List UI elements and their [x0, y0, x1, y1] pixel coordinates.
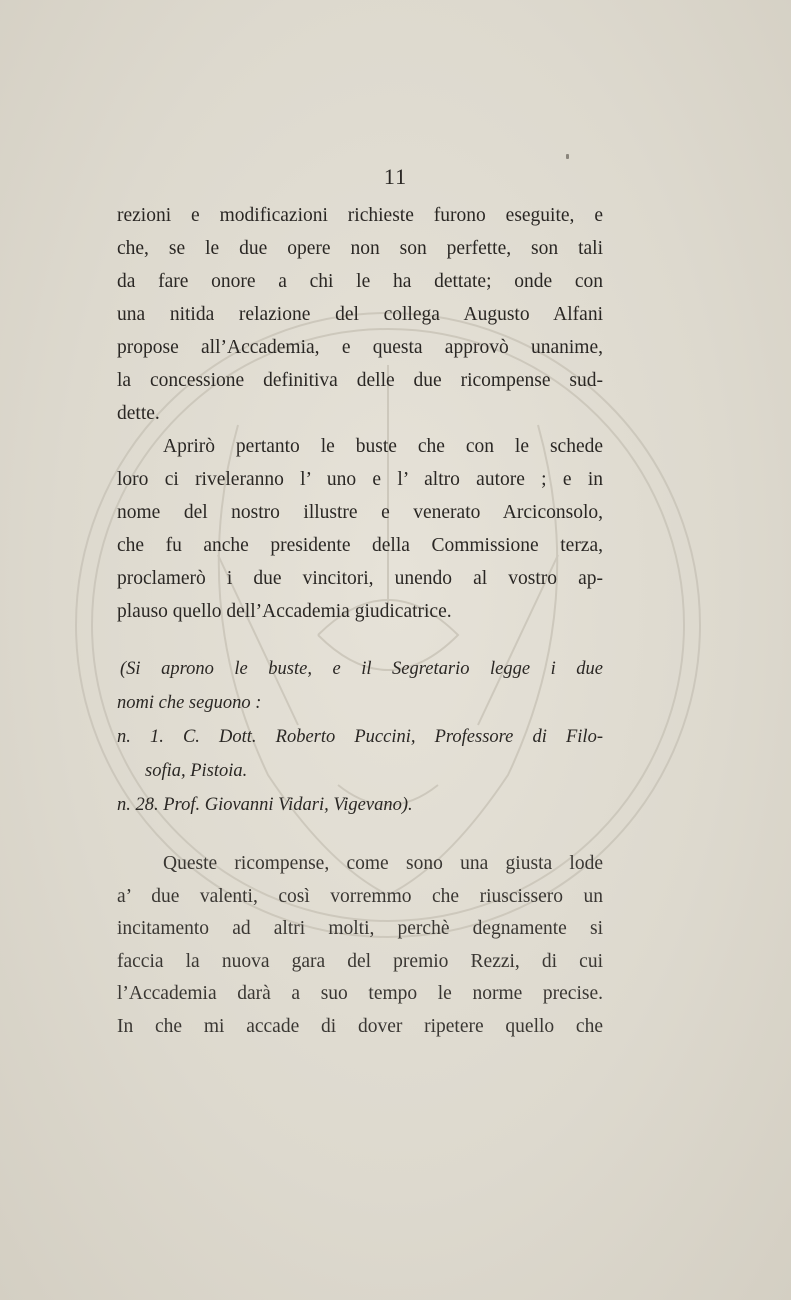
stage-direction [117, 652, 603, 822]
text-line: l’Accademia darà a suo tempo le norme precise. [117, 983, 603, 1004]
text-line: rezioni e modificazioni richieste furono eseguite, e [117, 205, 603, 226]
text-line: propose all’Accademia, e questa approvò unanime, [117, 337, 603, 358]
text-line: faccia la nuova gara del premio Rezzi, di cui [117, 950, 603, 972]
text-line: che, se le due opere non son perfette, son tali [117, 238, 603, 259]
body-text-top [117, 199, 603, 628]
text-line: n. 28. Prof. Giovanni Vidari, Vigevano). [117, 795, 413, 815]
text-line: Aprirò pertanto le buste che con le schede [163, 436, 603, 457]
text-line: nomi che seguono : [117, 693, 262, 713]
text-line: la concessione definitiva delle due ricompense sud- [117, 370, 603, 391]
page-number: 11 [383, 164, 408, 189]
text-line: nome del nostro illustre e venerato Arciconsolo, [117, 502, 603, 523]
text-line: In che mi accade di dover ripetere quello che [117, 1015, 603, 1037]
text-line: loro ci riveleranno l’ uno e l’ altro autore ; e in [117, 469, 603, 490]
text-line: dette. [117, 403, 160, 424]
text-line: plauso quello dell’Accademia giudicatrice. [117, 601, 452, 622]
text-line: una nitida relazione del collega Augusto Alfani [117, 304, 603, 325]
text-line: incitamento ad altri molti, perchè degnamente si [117, 918, 603, 939]
text-line: n. 1. C. Dott. Roberto Puccini, Professore di Filo- [117, 727, 603, 747]
body-text-bottom [117, 848, 603, 1043]
text-line: (Si aprono le buste, e il Segretario legge i due [120, 659, 603, 679]
text-line: proclamerò i due vincitori, unendo al vostro ap- [117, 568, 603, 589]
text-line: a’ due valenti, così vorremmo che riuscissero un [117, 885, 603, 907]
pencil-mark [566, 154, 569, 159]
text-line: da fare onore a chi le ha dettate; onde con [117, 271, 603, 292]
text-line: sofia, Pistoia. [145, 761, 248, 781]
text-line: Queste ricompense, come sono una giusta lode [163, 853, 603, 874]
text-line: che fu anche presidente della Commissione terza, [117, 535, 603, 556]
